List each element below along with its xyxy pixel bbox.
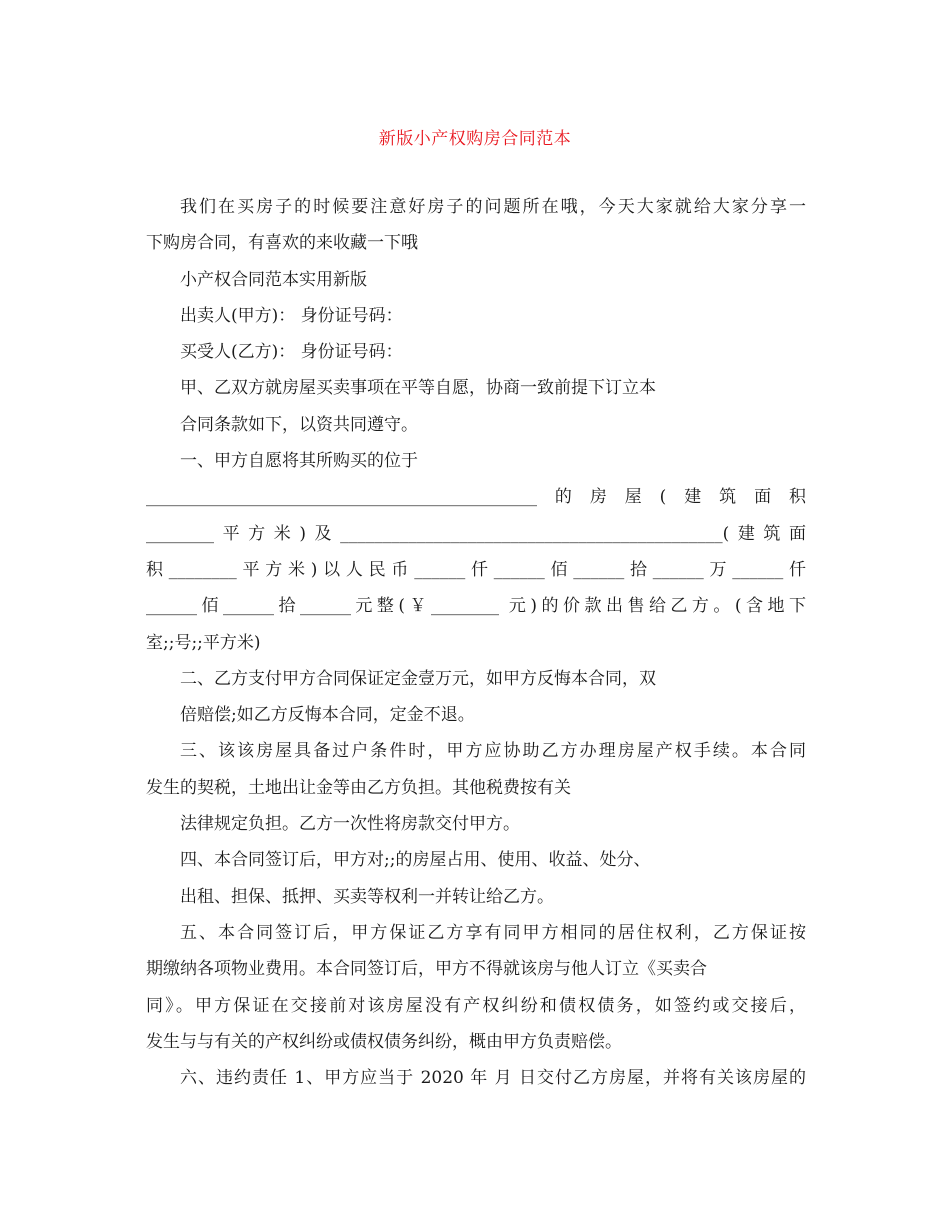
paragraph-line: 积________平方米)以人民币______仟______佰______拾______万______仟 [146, 559, 806, 580]
paragraph-line: 小产权合同范本实用新版 [180, 269, 367, 290]
paragraph-line: 发生的契税，土地出让金等由乙方负担。其他税费按有关 [146, 777, 571, 798]
paragraph-line: 发生与与有关的产权纠纷或债权债务纠纷，概由甲方负责赔偿。 [146, 1031, 622, 1052]
document-title: 新版小产权购房合同范本 [378, 129, 572, 149]
paragraph-line: 同》。甲方保证在交接前对该房屋没有产权纠纷和债权债务，如签约或交接后， [146, 995, 806, 1016]
paragraph-line: 二、乙方支付甲方合同保证定金壹万元，如甲方反悔本合同，双 [180, 668, 656, 689]
paragraph-line: 买受人(乙方)： 身份证号码： [180, 342, 403, 363]
paragraph-line: 四、本合同签订后，甲方对;;的房屋占用、使用、收益、处分、 [180, 850, 651, 871]
paragraph-line: 我们在买房子的时候要注意好房子的问题所在哦，今天大家就给大家分享一 [180, 197, 806, 217]
paragraph-line: 六、违约责任 1、甲方应当于 2020 年 月 日交付乙方房屋，并将有关该房屋的 [180, 1068, 806, 1089]
paragraph-line: 室;;号;;平方米) [146, 632, 261, 653]
paragraph-line: 五、本合同签订后，甲方保证乙方享有同甲方相同的居住权利，乙方保证按 [180, 922, 806, 943]
paragraph-line: 合同条款如下，以资共同遵守。 [180, 414, 418, 435]
paragraph-line: 下购房合同，有喜欢的来收藏一下哦 [146, 233, 418, 254]
paragraph-line: ______佰______拾______元整(￥________ 元)的价款出售给乙方。(含地下 [146, 596, 806, 617]
paragraph-line: ______________________________________________的房屋(建筑面积 [146, 487, 806, 508]
paragraph-line: 出卖人(甲方)： 身份证号码： [180, 305, 403, 326]
paragraph-line: 法律规定负担。乙方一次性将房款交付甲方。 [180, 814, 520, 835]
paragraph-line: 倍赔偿;如乙方反悔本合同，定金不退。 [180, 705, 475, 726]
paragraph-line: 一、甲方自愿将其所购买的位于 [180, 451, 418, 472]
document-body [146, 189, 806, 1096]
paragraph-line: 期缴纳各项物业费用。本合同签订后，甲方不得就该房与他人订立《买卖合 [146, 959, 707, 980]
paragraph-line: ________平方米)及_____________________________________________(建筑面 [146, 523, 806, 544]
paragraph-line: 三、该该房屋具备过户条件时，甲方应协助乙方办理房屋产权手续。本合同 [180, 741, 806, 762]
paragraph-line: 出租、担保、抵押、买卖等权利一并转让给乙方。 [180, 886, 554, 907]
paragraph-line: 甲、乙双方就房屋买卖事项在平等自愿，协商一致前提下订立本 [180, 378, 656, 399]
